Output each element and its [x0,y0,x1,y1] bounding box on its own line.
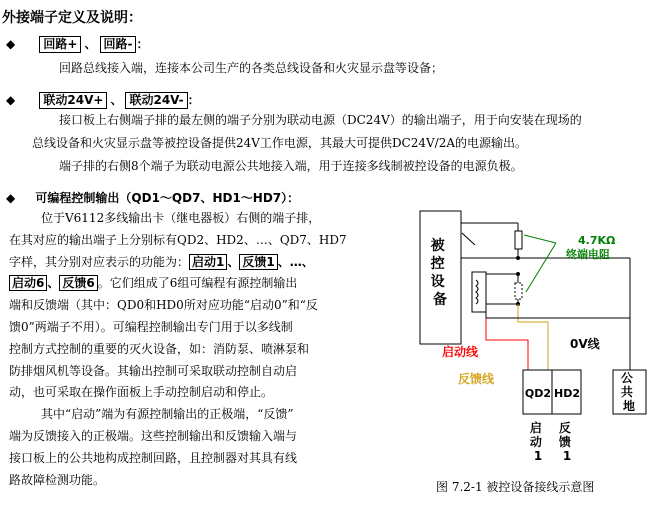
loop-description: 回路总线接入端，连接本公司生产的各类总线设备和火灾显示盘等设备； [59,61,444,75]
bullet-icon: ◆ [6,37,16,51]
controlled-device-box [420,211,461,344]
linkage-desc-line-3: 端子排的右侧8个端子为联动电源公共地接入端，用于连接多线制被控设备的电源负极。 [59,159,523,173]
programmable-heading-text: 可编程控制输出（QD1～QD7、HD1～HD7）： [35,191,300,205]
para-line: 端为反馈接入的正极端。这些控制输出和反馈输入端与 [9,428,298,443]
separator: 、 [227,254,240,269]
device-label: 被 控 设 备 [430,238,447,308]
term-feedback-1: 反馈1 [239,254,277,270]
separator: 、 [47,276,60,291]
common-ground-label: 公 共 地 [620,371,636,413]
linkage-desc-line-1: 接口板上右侧端子排的最左侧的端子分别为联动电源（DC24V）的输出端子，用于向安装在现场的 [59,113,582,127]
para-line: 控制方式控制的重要的灭火设备，如：消防泵、喷淋泵和 [9,341,310,356]
para-line: 端和反馈端（其中：QD0和HD0所对应功能“启动0”和“反 [9,298,318,313]
page-title: 外接端子定义及说明： [2,10,142,26]
common-ground-box [613,370,646,414]
term-linkage-plus: 联动24V+ [39,92,107,109]
para-text: 字样，其分别对应表示的功能为： [9,254,190,269]
para-line: 位于V6112多线输出卡（继电器板）右侧的端子排， [41,211,321,225]
term-start-1: 启动1 [189,254,227,270]
feedback-line-label: 反馈线 [458,372,495,386]
feedback-wire [518,304,548,370]
resistor-bottom [515,283,522,299]
colon: ： [136,37,149,51]
loop-heading [6,33,149,53]
para-line: 接口板上的公共地构成控制回路，且控制器对其具有线 [9,450,298,465]
start-1-label: 启 动 1 [529,421,543,463]
term-loop-minus: 回路- [100,36,137,53]
term-feedback-6: 反馈6 [59,275,97,291]
terminal-hd2 [552,370,581,414]
bullet-icon: ◆ [6,191,16,205]
term-start-6: 启动6 [9,275,47,291]
qd2-label: QD2 [524,387,552,400]
resistor-label: 4.7KΩ 终端电阻 [566,234,616,261]
separator: 、 [84,37,97,51]
para-line: 动，也可采取在操作面板上手动控制启动和停止。 [9,385,274,400]
linkage-desc-line-2: 总线设备和火灾显示盘等被控设备提供24V工作电源，其最大可提供DC24V/2A的电源输出。 [32,136,528,150]
linkage-heading [6,89,200,109]
para-line: 防排烟风机等设备。其输出控制可采取联动控制自动启 [9,363,298,378]
colon: ： [187,93,200,107]
figure-caption: 图 7.2-1 被控设备接线示意图 [436,480,595,494]
start-line-label: 启动线 [442,345,479,359]
para-text: 。它们组成了6组可编程有源控制输出 [97,276,298,291]
para-line: 馈0”两端子不用）。可编程控制输出专门用于以多线制 [9,319,293,334]
hd2-label: HD2 [554,387,580,400]
terminal-qd2 [523,370,552,414]
para-line [9,252,361,274]
start-wire [486,318,528,370]
term-linkage-minus: 联动24V- [125,92,187,109]
resistor-top [515,231,522,249]
programmable-heading [6,187,299,206]
zero-v-label: 0V线 [570,337,600,351]
separator: 、 [110,93,123,107]
bullet-icon: ◆ [6,93,16,107]
separator: 、…、 [277,254,314,269]
para-line [9,273,361,295]
term-loop-plus: 回路+ [39,36,81,53]
programmable-paragraph [9,208,361,491]
feedback-1-label: 反 馈 1 [558,421,572,463]
para-line: 在其对应的输出端子上分别标有QD2、HD2、…、QD7、HD7 [9,232,347,247]
para-line: 其中“启动”端为有源控制输出的正极端，“反馈” [41,407,294,422]
switch-contact [462,233,475,245]
coil-box [472,272,486,312]
para-line: 路故障检测功能。 [9,472,106,487]
